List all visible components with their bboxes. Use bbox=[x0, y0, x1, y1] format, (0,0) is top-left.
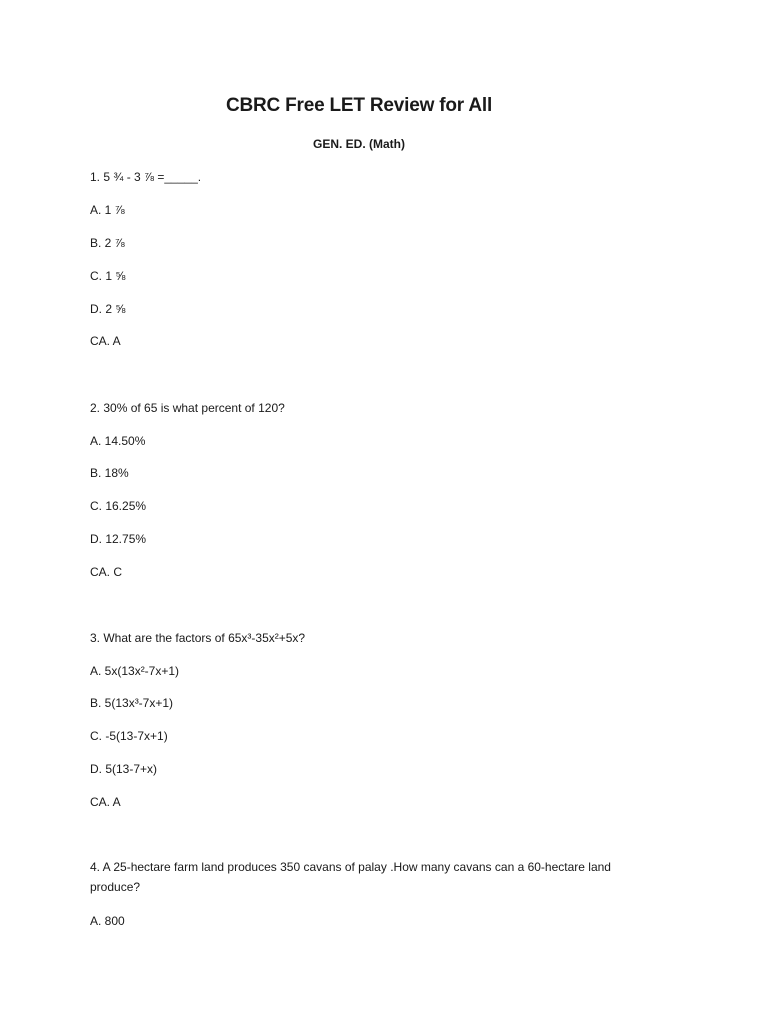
question-2-text: 2. 30% of 65 is what percent of 120? bbox=[90, 401, 285, 415]
question-3-option-d: D. 5(13-7+x) bbox=[90, 762, 158, 776]
question-2-option-b: B. 18% bbox=[90, 466, 129, 480]
question-2-option-d: D. 12.75% bbox=[90, 532, 147, 546]
question-3-text: 3. What are the factors of 65x³-35x²+5x? bbox=[90, 631, 306, 645]
question-1-answer: CA. A bbox=[90, 334, 121, 348]
question-4-option-a: A. 800 bbox=[90, 914, 125, 928]
question-1-option-c: C. 1 ⅝ bbox=[90, 269, 126, 283]
question-1-text: 1. 5 ¾ - 3 ⅞ =_____. bbox=[90, 170, 202, 184]
question-2-option-a: A. 14.50% bbox=[90, 434, 146, 448]
question-2-answer: CA. C bbox=[90, 565, 123, 579]
question-1-option-d: D. 2 ⅝ bbox=[90, 302, 126, 316]
question-3-option-b: B. 5(13x³-7x+1) bbox=[90, 696, 174, 710]
question-3-answer: CA. A bbox=[90, 795, 121, 809]
page-subtitle: GEN. ED. (Math) bbox=[313, 137, 405, 151]
question-4-text: 4. A 25-hectare farm land produces 350 cavans of palay .How many cavans can a 60-hectare land produce? bbox=[90, 860, 611, 894]
question-1-option-a: A. 1 ⅞ bbox=[90, 203, 125, 217]
question-3-option-c: C. -5(13-7x+1) bbox=[90, 729, 168, 743]
page-title: CBRC Free LET Review for All bbox=[225, 95, 493, 116]
question-2-option-c: C. 16.25% bbox=[90, 499, 147, 513]
question-3-option-a: A. 5x(13x²-7x+1) bbox=[90, 664, 180, 678]
question-1-option-b: B. 2 ⅞ bbox=[90, 236, 125, 250]
